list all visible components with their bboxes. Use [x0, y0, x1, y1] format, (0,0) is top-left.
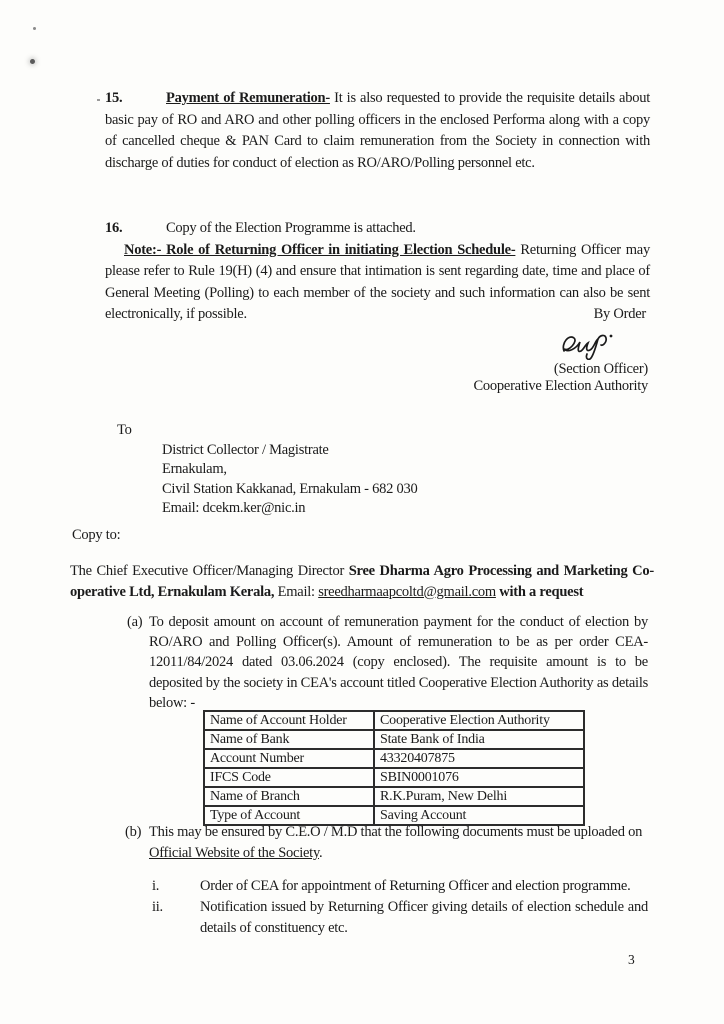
- paragraph-15-heading: Payment of Remuneration-: [166, 90, 330, 106]
- copy-to-email-label: Email:: [274, 583, 319, 600]
- note-body: Returning Officer may please refer to Rule 19(H) (4) and ensure that intimation is sent regarding date, time and place of General Meeting (Polling) to each member of the society and such information can also be sent electronically, if possible.: [105, 241, 650, 322]
- row-label: Account Number: [204, 749, 374, 768]
- signature-block: [400, 330, 648, 394]
- row-value: State Bank of India: [374, 730, 584, 749]
- account-details-table: [203, 710, 585, 826]
- addressee-address: [162, 441, 417, 519]
- signature-authority: Cooperative Election Authority: [473, 377, 648, 394]
- addressee-block: [117, 421, 417, 519]
- row-value: 43320407875: [374, 749, 584, 768]
- list-item-b-underlined: Official Website of the Society: [149, 845, 320, 861]
- by-order-line: By Order: [593, 306, 646, 322]
- row-label: Name of Bank: [204, 730, 374, 749]
- paragraph-15-body: It is also requested to provide the requisite details about basic pay of RO and ARO and other polling officers in the enclosed Performa along with a copy of cancelled cheque & PAN Card to claim remuneration from the Society in connection with discharge of duties for conduct of election as RO/ARO/Polling personnel etc.: [105, 90, 650, 171]
- note-heading: Note:- Role of Returning Officer in initiating Election Schedule-: [124, 241, 516, 258]
- row-value: SBIN0001076: [374, 768, 584, 787]
- row-label: Name of Branch: [204, 787, 374, 806]
- row-label: Name of Account Holder: [204, 711, 374, 730]
- sub-item-list: [152, 876, 648, 939]
- list-item-b-period: .: [319, 845, 323, 861]
- paragraph-15-number: 15.: [105, 90, 123, 106]
- copy-to-organisation: Sree Dharma Agro Processing and Marketing Co-operative Ltd, Ernakulam Kerala,: [70, 563, 654, 600]
- page-number: 3: [628, 952, 635, 967]
- sub-item-ii: [152, 897, 648, 939]
- paragraph-16-number: 16.: [105, 220, 123, 236]
- table-row: [204, 711, 584, 730]
- sub-item-i: [152, 876, 648, 897]
- sub-item-ii-text: Notification issued by Returning Officer giving details of election schedule and details of constituency etc.: [200, 899, 648, 936]
- paragraph-15: [105, 88, 650, 174]
- copy-to-recipient: [70, 561, 654, 602]
- list-item-b: [125, 822, 649, 864]
- scan-artifact-dot: [97, 99, 100, 101]
- signature-scribble: [556, 330, 614, 360]
- to-label: To: [117, 422, 132, 438]
- list-item-b-marker: (b): [125, 824, 142, 840]
- copy-to-suffix: with a request: [495, 583, 584, 600]
- row-label: IFCS Code: [204, 768, 374, 787]
- table-row: [204, 787, 584, 806]
- address-line: Civil Station Kakkanad, Ernakulam - 682 030: [162, 480, 418, 497]
- address-line: District Collector / Magistrate: [162, 441, 329, 458]
- row-label: Type of Account: [204, 806, 374, 825]
- list-item-b-text: [149, 822, 649, 864]
- copy-to-label: Copy to:: [72, 527, 121, 543]
- address-line: Ernakulam,: [162, 461, 227, 477]
- scan-artifact-dot: [33, 27, 36, 30]
- paragraph-16-body: Copy of the Election Programme is attached.: [166, 220, 416, 236]
- sub-item-i-marker: i.: [152, 878, 160, 894]
- address-line: Email: dcekm.ker@nic.in: [162, 500, 306, 516]
- list-item-b-prefix: This may be ensured by C.E.O / M.D that the following documents must be uploaded on: [149, 824, 643, 840]
- row-value: R.K.Puram, New Delhi: [374, 787, 584, 806]
- table-row: [204, 768, 584, 787]
- sub-item-i-text: Order of CEA for appointment of Returning Officer and election programme.: [200, 878, 631, 894]
- list-item-a-marker: (a): [127, 614, 143, 630]
- scan-artifact-dot: [30, 59, 35, 64]
- signature-designation: (Section Officer): [553, 361, 648, 377]
- list-item-a-text: To deposit amount on account of remuneration payment for the conduct of election by RO/ARO and Polling Officer(s). Amount of remuneration to be as per order CEA-12011/84/2024 dated 03.06.2024 (copy enclosed). The requisite amount is to be deposited by the society in CEA's account titled Cooperative Election Authority as details below: -: [149, 614, 648, 711]
- sub-item-ii-marker: ii.: [152, 899, 163, 915]
- table-row: [204, 730, 584, 749]
- list-item-a: [127, 612, 648, 713]
- copy-to-email: sreedharmaapcoltd@gmail.com: [318, 583, 496, 600]
- row-value: Saving Account: [374, 806, 584, 825]
- paragraph-16: [105, 218, 650, 240]
- table-row: [204, 749, 584, 768]
- copy-to-intro: The Chief Executive Officer/Managing Director: [70, 563, 349, 579]
- row-value: Cooperative Election Authority: [374, 711, 584, 730]
